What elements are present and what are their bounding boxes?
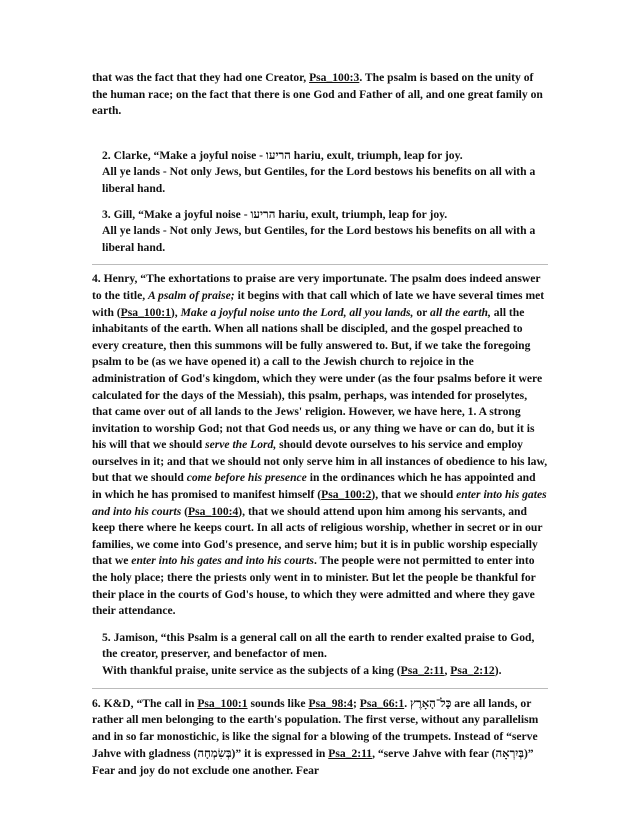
paragraph-clarke [92, 147, 548, 165]
text: With thankful praise, unite service as the subjects of a king ( [102, 664, 401, 677]
scripture-link[interactable]: Psa_2:11 [328, 747, 373, 761]
scripture-link[interactable]: Psa_100:3 [309, 71, 360, 84]
text: . [404, 696, 408, 710]
text: or [416, 305, 428, 319]
paragraph-henry [92, 264, 548, 619]
text: ), [170, 305, 178, 319]
paragraph-kd [92, 688, 548, 780]
paragraph-gill [92, 206, 548, 224]
scripture-link[interactable]: Psa_100:1 [120, 305, 171, 319]
text: ( [184, 504, 189, 518]
text: it begins with that call which of late we have several times met with ( [92, 288, 545, 319]
text: hariu, exult, triumph, leap for joy. [293, 148, 463, 162]
text: sounds like [250, 696, 306, 710]
paragraph-jamison: 5. Jamison, “this Psalm is a general call on all the earth to render exalted praise to God, the creator, preserver, and benefactor of men. [102, 630, 535, 661]
text: are all lands, or rather all men belonging to the earth's population. The first verse, without any parallelism and in so far monostichic, is like the signal for a blowing of the trumpets. Instead of “serve Jahve with gladness ( [92, 696, 539, 761]
text: 4. Henry, “The exhortations to praise are very importunate. The psalm does indeed answer to the title, [92, 272, 541, 302]
italic-text: enter into his gates and into his courts [92, 488, 547, 518]
italic-text: Make a joyful noise unto the Lord, all you lands, [180, 305, 414, 319]
text: hariu, exult, triumph, leap for joy. [278, 207, 448, 221]
text: ). [494, 664, 502, 677]
paragraph-jamison-praise [92, 663, 548, 680]
text: )” Fear and joy do not exclude one another. Fear [92, 747, 534, 777]
text: , [444, 664, 451, 677]
text: ), that we should [371, 488, 454, 502]
document-page [92, 70, 548, 780]
text: . The psalm is based on the unity of the human race; on the fact that there is one God and Father of all, and one great family on earth. [92, 71, 543, 118]
paragraph-clarke-lands: All ye lands - Not only Jews, but Gentiles, for the Lord bestows his benefits on all with a liberal hand. [102, 165, 536, 195]
italic-text: come before his presence [186, 471, 307, 485]
italic-text: serve the Lord, [205, 438, 277, 452]
text: should devote ourselves to his service and employ ourselves in it; and that we should not only serve him in all instances of obedience to his law, but that we should [92, 438, 548, 485]
paragraph-intro [92, 70, 548, 120]
text: 3. Gill, “Make a joyful noise - [102, 207, 248, 221]
text: ; [352, 696, 357, 710]
text: in the ordinances which he has appointed and in which he has promised to manifest himself ( [92, 471, 536, 502]
hebrew-phrase: כָּל־הָאָרֶץ [410, 695, 452, 710]
text: 6. K&D, “The call in [92, 696, 195, 710]
text: 2. Clarke, “Make a joyful noise - [102, 148, 264, 162]
scripture-link[interactable]: Psa_66:1 [359, 696, 405, 710]
text: ), that we should attend upon him among his servants, and keep there where he keeps court. In all acts of religious worship, whether in secret or in our families, we come into God's presence, and serve him; but it is in public worship especially that we [92, 504, 543, 568]
hebrew-word: הריעו [250, 206, 276, 221]
text: that was the fact that they had one Creator, [92, 71, 307, 84]
scripture-link[interactable]: Psa_100:4 [188, 504, 239, 518]
hebrew-phrase: בְּשִׂמְחָה [197, 746, 232, 761]
scripture-link[interactable]: Psa_100:2 [321, 488, 372, 502]
scripture-link[interactable]: Psa_2:11 [400, 664, 445, 677]
italic-text: A psalm of praise; [148, 288, 235, 302]
scripture-link[interactable]: Psa_100:1 [197, 696, 248, 710]
hebrew-word: הריעו [265, 147, 291, 162]
scripture-link[interactable]: Psa_98:4 [308, 696, 353, 710]
text: all the inhabitants of the earth. When all nations shall be discipled, and the gospel preached to every creature, then this summons will be fully answered to. But, if we take the foregoing psalm to be (as we have opened it) a call to the Jewish church to rejoice in the administration of God's kingdom, which they were under (as the four psalms before it were calculated for the days of the Messiah), this psalm, perhaps, was intended for proselytes, that came over out of all lands to the Jews' religion. However, we have here, 1. A strong invitation to worship God; not that God needs us, or any thing we have or can do, but it is his will that we should [92, 305, 543, 452]
text: , “serve Jahve with fear ( [372, 747, 496, 761]
scripture-link[interactable]: Psa_2:12 [450, 664, 495, 677]
paragraph-gill-lands: All ye lands - Not only Jews, but Gentiles, for the Lord bestows his benefits on all with a liberal hand. [102, 224, 536, 254]
text: . The people were not permitted to enter into the holy place; there the priests only went in to minister. But let the people be thankful for their place in the courts of God's house, to which they were admitted and where they gave their attendance. [92, 554, 536, 618]
hebrew-phrase: בְּיִרְאָה [495, 746, 524, 761]
text: )” it is expressed in [231, 747, 326, 761]
italic-text: enter into his gates and into his courts [131, 554, 314, 568]
italic-text: all the earth, [430, 305, 491, 319]
